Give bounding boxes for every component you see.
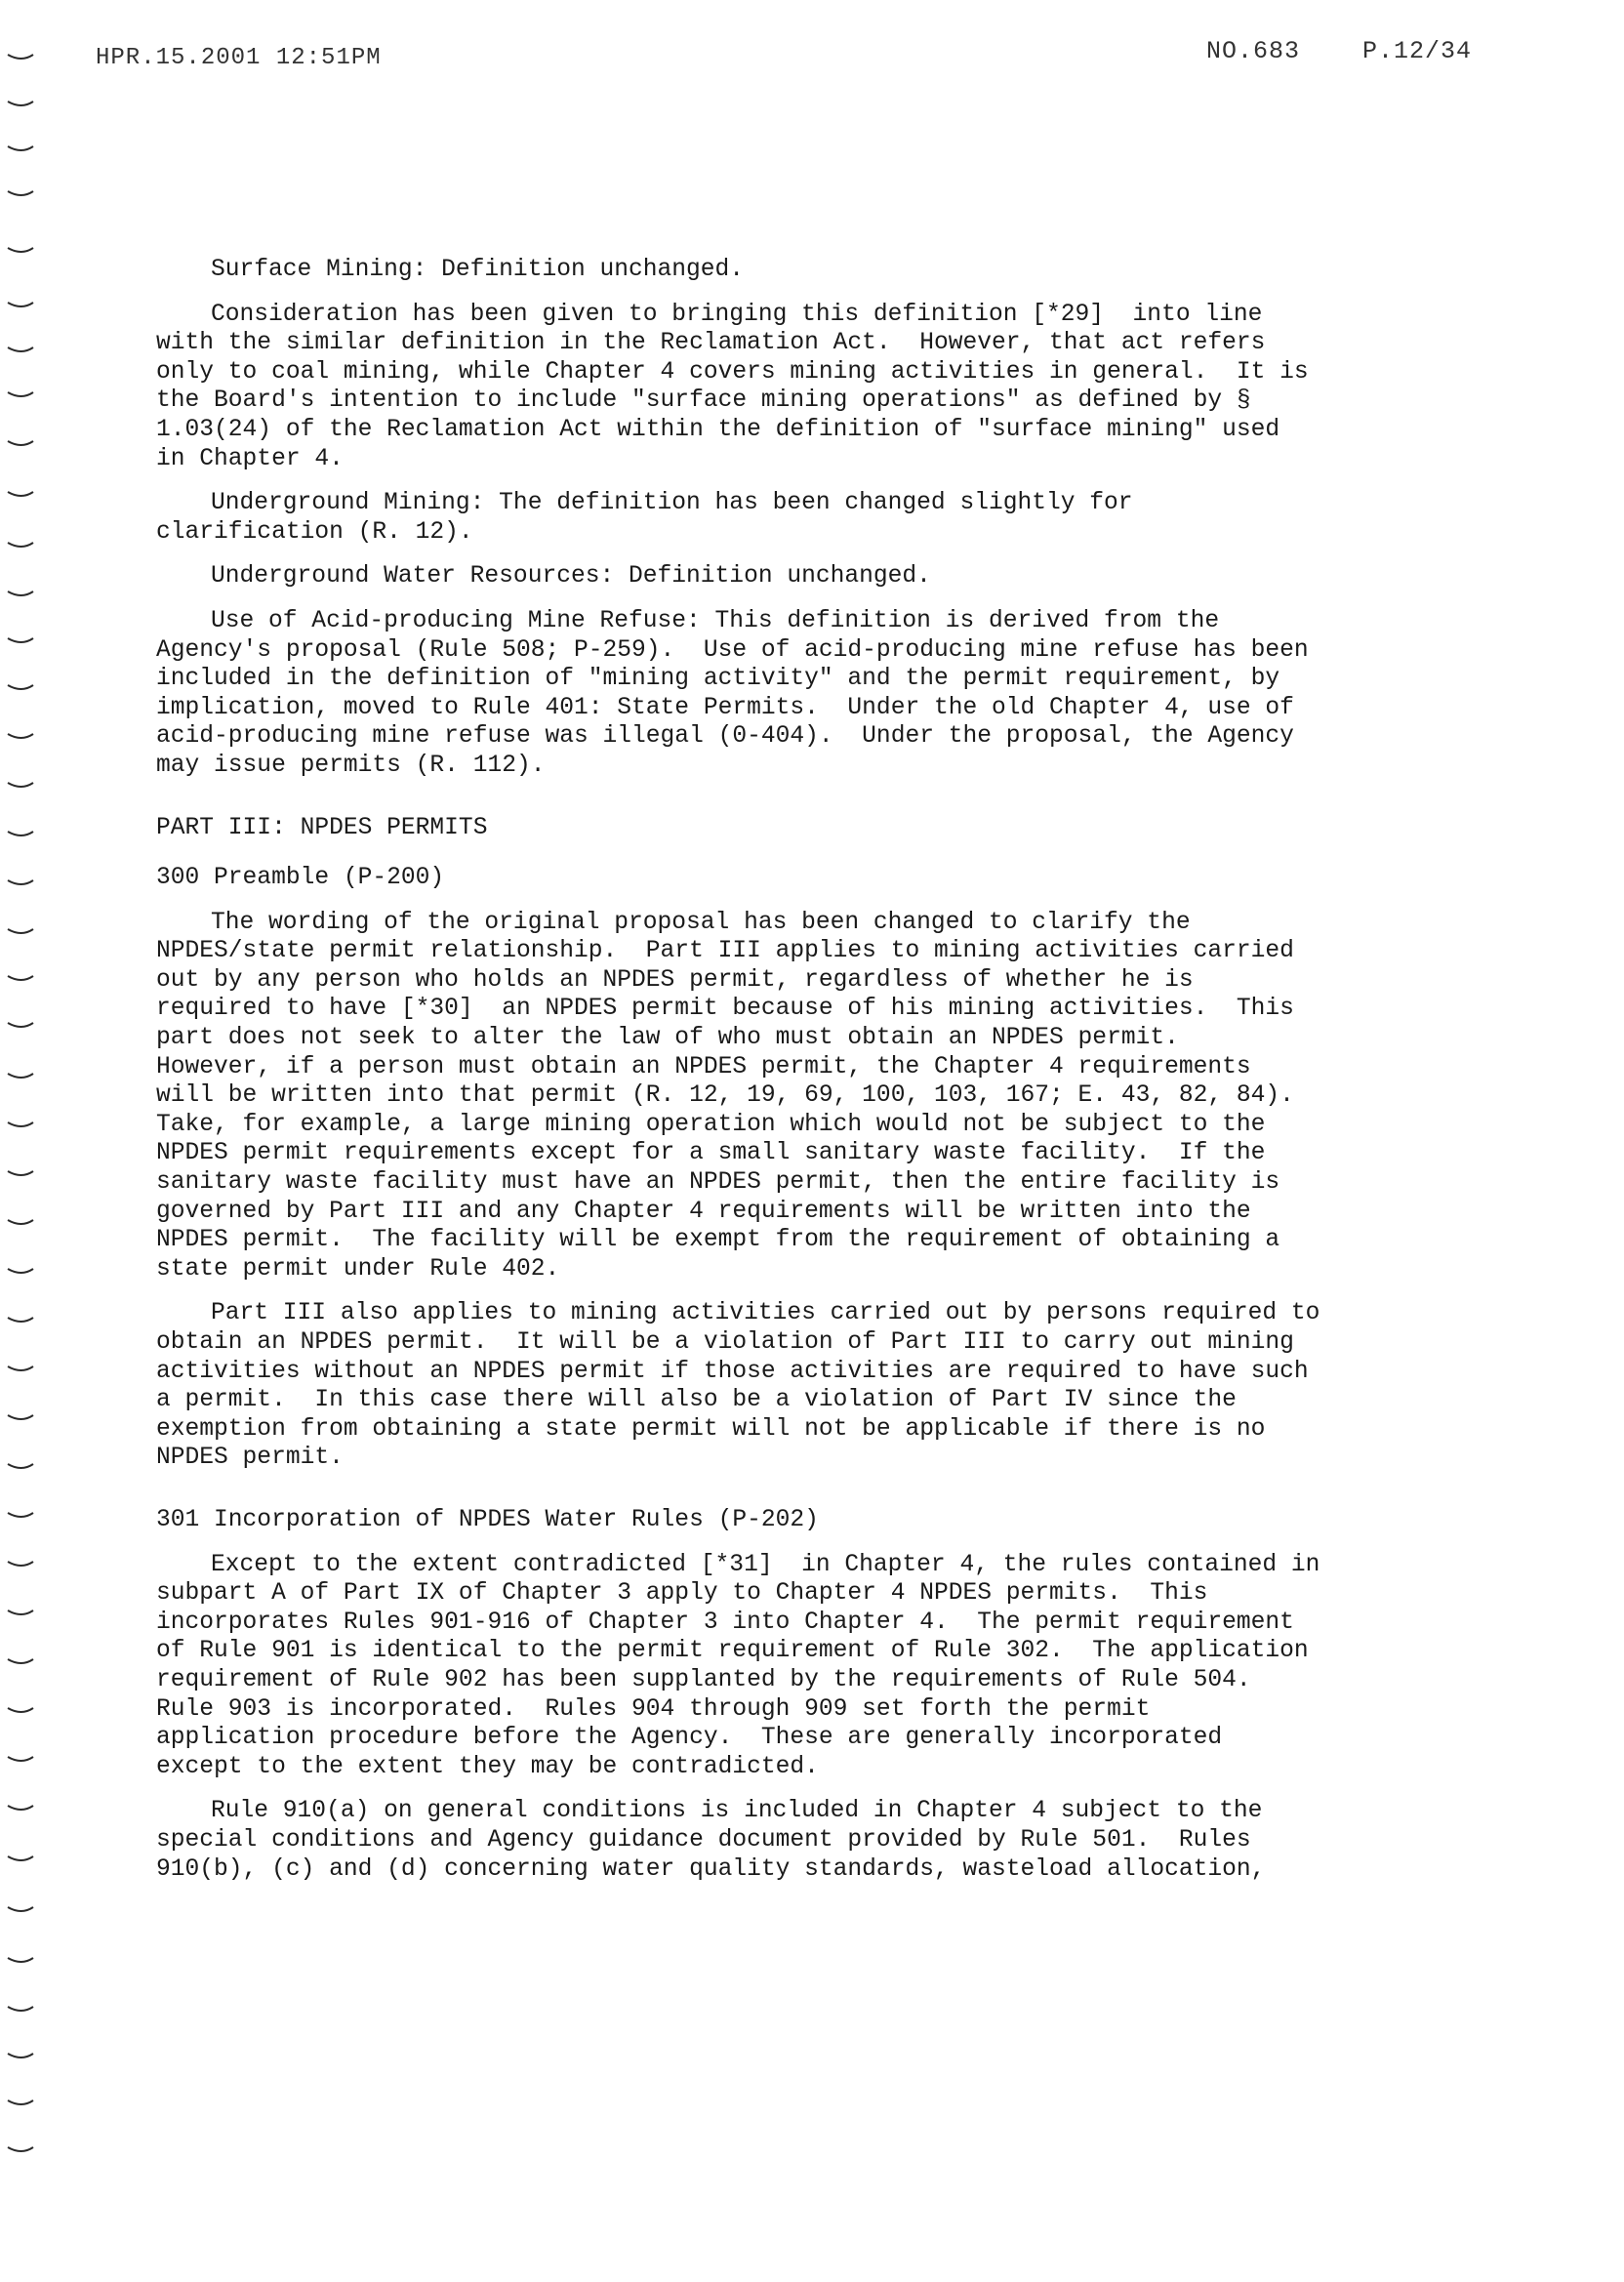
paragraph-line: Rule 903 is incorporated. Rules 904 through 909 set forth the permit — [156, 1695, 1151, 1723]
paragraph-line: only to coal mining, while Chapter 4 covers mining activities in general. It is — [156, 358, 1309, 386]
underground-water-definition: Underground Water Resources: Definition unchanged. — [211, 563, 931, 591]
fax-header-timestamp: HPR.15.2001 12:51PM — [96, 45, 382, 71]
paragraph-line: activities without an NPDES permit if those activities are required to have such — [156, 1358, 1309, 1385]
paragraph-line: a permit. In this case there will also be a violation of Part IV since the — [156, 1387, 1237, 1414]
paragraph-line: application procedure before the Agency. These are generally incorporated — [156, 1725, 1223, 1752]
paragraph-line: of Rule 901 is identical to the permit requirement of Rule 302. The application — [156, 1638, 1309, 1665]
paragraph-line: NPDES/state permit relationship. Part III applies to mining activities carried — [156, 938, 1294, 965]
part-heading: PART III: NPDES PERMITS — [156, 814, 488, 841]
incorporation-heading: 301 Incorporation of NPDES Water Rules (P-202) — [156, 1506, 819, 1533]
paragraph-line: obtain an NPDES permit. It will be a violation of Part III to carry out mining — [156, 1329, 1294, 1356]
incorporation-paragraph-2 — [156, 1797, 1464, 1884]
paragraph-line: However, if a person must obtain an NPDES permit, the Chapter 4 requirements — [156, 1053, 1251, 1080]
paragraph-line: requirement of Rule 902 has been supplanted by the requirements of Rule 504. — [156, 1666, 1251, 1693]
paragraph-line: part does not seek to alter the law of who must obtain an NPDES permit. — [156, 1025, 1179, 1052]
paragraph-line: out by any person who holds an NPDES permit, regardless of whether he is — [156, 966, 1194, 994]
fax-page-number: P.12/34 — [1362, 37, 1473, 65]
paragraph-line: 1.03(24) of the Reclamation Act within the definition of "surface mining" used — [156, 416, 1280, 443]
paragraph-line: Except to the extent contradicted [*31] in Chapter 4, the rules contained in — [211, 1551, 1320, 1578]
paragraph-line: included in the definition of "mining activity" and the permit requirement, by — [156, 666, 1280, 693]
paragraph-line: NPDES permit requirements except for a small sanitary waste facility. If the — [156, 1140, 1266, 1167]
paragraph-line: the Board's intention to include "surface mining operations" as defined by § — [156, 387, 1251, 415]
paragraph-line: Agency's proposal (Rule 508; P-259). Use of acid-producing mine refuse has been — [156, 636, 1309, 664]
paragraph-line: except to the extent they may be contradicted. — [156, 1753, 819, 1780]
paragraph-line: Part III also applies to mining activities carried out by persons required to — [211, 1300, 1320, 1327]
paragraph-line: Take, for example, a large mining operation which would not be subject to the — [156, 1111, 1266, 1138]
paragraph-line: sanitary waste facility must have an NPDES permit, then the entire facility is — [156, 1169, 1280, 1197]
surface-mining-definition: Surface Mining: Definition unchanged. — [211, 257, 745, 283]
paragraph-line: state permit under Rule 402. — [156, 1255, 560, 1283]
preamble-paragraph-1 — [156, 909, 1464, 1284]
paragraph-line: Consideration has been given to bringing this definition [*29] into line — [211, 301, 1263, 328]
paragraph-line: with the similar definition in the Reclamation Act. However, that act refers — [156, 330, 1266, 357]
paragraph-line: implication, moved to Rule 401: State Permits. Under the old Chapter 4, use of — [156, 694, 1294, 721]
paragraph-line: in Chapter 4. — [156, 445, 344, 472]
paragraph-line: clarification (R. 12). — [156, 518, 473, 546]
paragraph-line: Rule 910(a) on general conditions is included in Chapter 4 subject to the — [211, 1798, 1263, 1825]
paragraph-line: Use of Acid-producing Mine Refuse: This definition is derived from the — [211, 607, 1220, 634]
paragraph-line: NPDES permit. The facility will be exempt from the requirement of obtaining a — [156, 1227, 1280, 1254]
paragraph-line: incorporates Rules 901-916 of Chapter 3 into Chapter 4. The permit requirement — [156, 1609, 1294, 1636]
paragraph-line: special conditions and Agency guidance document provided by Rule 501. Rules — [156, 1826, 1251, 1854]
underground-mining-definition — [156, 489, 1464, 547]
document-body — [156, 256, 1464, 1884]
consideration-paragraph — [156, 301, 1464, 474]
preamble-heading: 300 Preamble (P-200) — [156, 865, 445, 892]
paragraph-line: subpart A of Part IX of Chapter 3 apply to Chapter 4 NPDES permits. This — [156, 1580, 1208, 1608]
incorporation-paragraph-1 — [156, 1551, 1464, 1782]
paragraph-line: acid-producing mine refuse was illegal (0-404). Under the proposal, the Agency — [156, 723, 1294, 751]
paragraph-line: 910(b), (c) and (d) concerning water quality standards, wasteload allocation, — [156, 1855, 1266, 1883]
fax-header-page-info — [1206, 37, 1472, 65]
paragraph-line: may issue permits (R. 112). — [156, 752, 546, 779]
binding-edge-marks — [0, 0, 39, 2282]
acid-refuse-definition — [156, 607, 1464, 781]
paragraph-line: will be written into that permit (R. 12, 19, 69, 100, 103, 167; E. 43, 82, 84). — [156, 1082, 1294, 1110]
paragraph-line: required to have [*30] an NPDES permit because of his mining activities. This — [156, 996, 1294, 1023]
paragraph-line: NPDES permit. — [156, 1445, 344, 1472]
paragraph-line: exemption from obtaining a state permit will not be applicable if there is no — [156, 1415, 1266, 1443]
fax-number: NO.683 — [1206, 37, 1301, 65]
preamble-paragraph-2 — [156, 1299, 1464, 1473]
paragraph-line: The wording of the original proposal has been changed to clarify the — [211, 909, 1191, 936]
paragraph-line: Underground Mining: The definition has been changed slightly for — [211, 490, 1133, 517]
paragraph-line: governed by Part III and any Chapter 4 requirements will be written into the — [156, 1198, 1251, 1225]
